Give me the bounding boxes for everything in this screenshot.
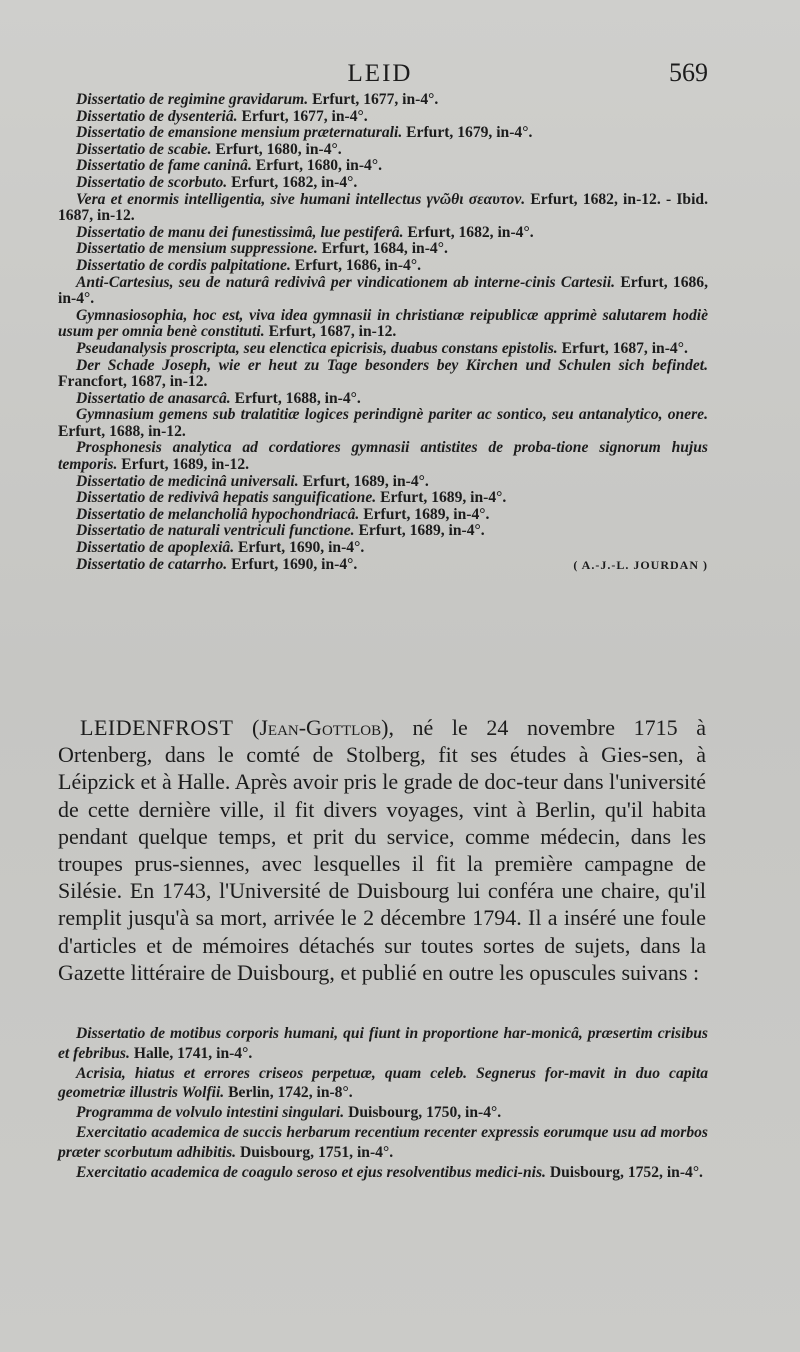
entry-publication: Berlin, 1742, in-8°. bbox=[228, 1084, 353, 1102]
entry-title: Vera et enormis intelligentia, sive humani intellectus γνῶθι σεαυτον. bbox=[76, 190, 526, 208]
bibliography-entry bbox=[58, 125, 708, 142]
bibliography-entry bbox=[58, 391, 708, 408]
bibliography-entry bbox=[58, 109, 708, 126]
entry-title: Dissertatio de manu dei funestissimâ, lue pestiferâ. bbox=[76, 223, 404, 241]
entry-publication: Erfurt, 1689, in-4°. bbox=[302, 472, 429, 490]
entry-title: Der Schade Joseph, wie er heut zu Tage besonders bey Kirchen und Schulen sich befindet. bbox=[76, 356, 708, 374]
entry-publication: Duisbourg, 1750, in-4°. bbox=[348, 1104, 502, 1122]
bibliography-entry bbox=[58, 407, 708, 440]
bibliography-entry bbox=[58, 1123, 708, 1163]
entry-publication: Halle, 1741, in-4°. bbox=[133, 1044, 253, 1062]
entry-publication: Erfurt, 1689, in-12. bbox=[121, 456, 250, 474]
entry-title: Dissertatio de redivivâ hepatis sanguificatione. bbox=[76, 489, 377, 507]
bibliography-entry bbox=[58, 192, 708, 225]
bibliography-entry bbox=[58, 142, 708, 159]
bibliography-entry bbox=[58, 241, 708, 258]
entry-publication: Duisbourg, 1752, in-4°. bbox=[549, 1163, 703, 1181]
entry-title: Dissertatio de scabie. bbox=[76, 140, 212, 158]
entry-title: Programma de volvulo intestini singulari. bbox=[76, 1104, 345, 1122]
entry-publication: Erfurt, 1690, in-4°. bbox=[231, 555, 358, 573]
entry-forename: (Jean-Gottlob) bbox=[252, 715, 389, 740]
entry-publication: Erfurt, 1687, in-4°. bbox=[561, 339, 688, 357]
entry-title: Dissertatio de melancholiâ hypochondriacâ. bbox=[76, 505, 360, 523]
biography-text: , né le 24 novembre 1715 à Ortenberg, dans le comté de Stolberg, fit ses études à Gies-sen, à Léipzick et à Halle. Après avoir pris le grade de doc-teur dans l'université de cette dernière ville, il fit divers voyages, vint à Berlin, qu'il habita pendant quelque temps, et prit du service, comme médecin, dans les troupes prus-siennes, avec lesquelles il fit la première campagne de Silésie. En 1743, l'Université de Duisbourg lui conféra une chaire, qu'il remplit jusqu'à sa mort, arrivée le 2 décembre 1794. Il a inséré une foule d'articles et de mémoires détachés sur toutes sortes de sujets, dans la Gazette littéraire de Duisbourg, et publié en outre les opuscules suivans : bbox=[58, 715, 707, 985]
entry-title: Dissertatio de cordis palpitatione. bbox=[76, 256, 291, 274]
entry-publication: Erfurt, 1682, in-12. - Ibid. 1687, in-12. bbox=[58, 190, 708, 225]
entry-title: Acrisia, hiatus et errores criseos perpetuæ, quam celeb. Segnerus for-mavit in duo capita geometriæ illustris Wolfii. bbox=[58, 1064, 708, 1102]
bibliography-entry bbox=[58, 1163, 708, 1183]
entry-publication: Erfurt, 1689, in-4°. bbox=[358, 522, 485, 540]
bibliography-entry bbox=[58, 225, 708, 242]
entry-title: Dissertatio de emansione mensium præternaturali. bbox=[76, 124, 403, 142]
entry-publication: Erfurt, 1688, in-4°. bbox=[234, 389, 361, 407]
entry-title: Dissertatio de scorbuto. bbox=[76, 173, 228, 191]
entry-title: Exercitatio academica de succis herbarum recentium recenter expressis eorumque usu ad morbos præter scorbutum adhibitis. bbox=[58, 1123, 708, 1161]
entry-name: LEIDENFROST bbox=[80, 715, 234, 740]
bibliography-entry bbox=[58, 540, 708, 557]
entry-title: Dissertatio de dysenteriâ. bbox=[76, 107, 238, 125]
entry-title: Dissertatio de regimine gravidarum. bbox=[76, 91, 309, 108]
entry-publication: Erfurt, 1687, in-12. bbox=[268, 323, 397, 341]
author-attribution: ( A.-J.-L. JOURDAN ) bbox=[573, 557, 708, 572]
bibliography-entry bbox=[58, 474, 708, 491]
entry-title: Dissertatio de anasarcâ. bbox=[76, 389, 231, 407]
entry-title: Exercitatio academica de coagulo seroso et ejus resolventibus medici-nis. bbox=[76, 1163, 546, 1181]
bibliography-list-leidenfrost-jean-gottlob bbox=[58, 1024, 708, 1182]
entry-publication: Erfurt, 1689, in-4°. bbox=[363, 505, 490, 523]
running-title: LEID bbox=[347, 60, 413, 87]
bibliography-entry bbox=[58, 158, 708, 175]
bibliography-entry bbox=[58, 523, 708, 540]
bibliography-entry bbox=[58, 341, 708, 358]
entry-title: Dissertatio de apoplexiâ. bbox=[76, 539, 235, 557]
bibliography-entry bbox=[58, 258, 708, 275]
entry-publication: Francfort, 1687, in-12. bbox=[58, 373, 208, 391]
bibliography-entry bbox=[58, 490, 708, 507]
bibliography-entry bbox=[58, 1064, 708, 1104]
entry-title: Dissertatio de motibus corporis humani, qui fiunt in proportione har-monicâ, præsertim crisibus et febribus. bbox=[58, 1025, 708, 1062]
bibliography-entry bbox=[58, 358, 708, 391]
entry-title: Pseudanalysis proscripta, seu elenctica epicrisis, duabus constans epistolis. bbox=[76, 339, 558, 357]
entry-publication: Erfurt, 1688, in-12. bbox=[58, 422, 186, 440]
bibliography-entry bbox=[58, 440, 708, 473]
entry-publication: Duisbourg, 1751, in-4°. bbox=[239, 1143, 394, 1161]
entry-publication: Erfurt, 1677, in-4°. bbox=[312, 91, 439, 108]
biography-paragraph bbox=[58, 714, 706, 986]
entry-publication: Erfurt, 1690, in-4°. bbox=[238, 539, 365, 557]
entry-title: Gymnasiosophia, hoc est, viva idea gymnasii in christianæ reipublicæ apprimè salutarem hodiè usum per omnia benè constituti. bbox=[58, 306, 708, 341]
bibliography-list-leidenfrost-johann-philipp bbox=[58, 92, 708, 573]
entry-title: Anti-Cartesius, seu de naturâ redivivâ per vindicationem ab interne-cinis Cartesii. bbox=[76, 273, 616, 291]
bibliography-entry bbox=[58, 557, 708, 574]
entry-publication: Erfurt, 1682, in-4°. bbox=[407, 223, 534, 241]
entry-publication: Erfurt, 1680, in-4°. bbox=[255, 157, 382, 175]
bibliography-entry bbox=[58, 275, 708, 308]
entry-publication: Erfurt, 1682, in-4°. bbox=[231, 173, 358, 191]
entry-publication: Erfurt, 1686, in-4°. bbox=[58, 273, 709, 308]
entry-publication: Erfurt, 1677, in-4°. bbox=[241, 107, 368, 125]
entry-title: Dissertatio de naturali ventriculi functione. bbox=[76, 522, 355, 540]
entry-publication: Erfurt, 1689, in-4°. bbox=[380, 489, 507, 507]
entry-publication: Erfurt, 1686, in-4°. bbox=[294, 256, 421, 274]
bibliography-entry bbox=[58, 308, 708, 341]
entry-title: Prosphonesis analytica ad cordatiores gymnasii antistites de proba-tione signorum hujus temporis. bbox=[58, 439, 708, 474]
bibliography-entry bbox=[58, 1024, 708, 1064]
entry-title: Dissertatio de medicinâ universali. bbox=[76, 472, 299, 490]
entry-title: Dissertatio de mensium suppressione. bbox=[76, 240, 318, 258]
bibliography-entry bbox=[58, 175, 708, 192]
entry-title: Gymnasium gemens sub tralatitiæ logices perindignè pariter ac sontico, seu antanalytico, onere. bbox=[76, 406, 708, 424]
entry-publication: Erfurt, 1684, in-4°. bbox=[321, 240, 448, 258]
bibliography-entry bbox=[58, 507, 708, 524]
entry-title: Dissertatio de catarrho. bbox=[76, 555, 228, 573]
entry-title: Dissertatio de fame caninâ. bbox=[76, 157, 252, 175]
page-number: 569 bbox=[669, 58, 708, 87]
entry-publication: Erfurt, 1679, in-4°. bbox=[406, 124, 533, 142]
bibliography-entry bbox=[58, 1103, 708, 1123]
bibliography-entry bbox=[58, 92, 708, 109]
entry-publication: Erfurt, 1680, in-4°. bbox=[215, 140, 342, 158]
